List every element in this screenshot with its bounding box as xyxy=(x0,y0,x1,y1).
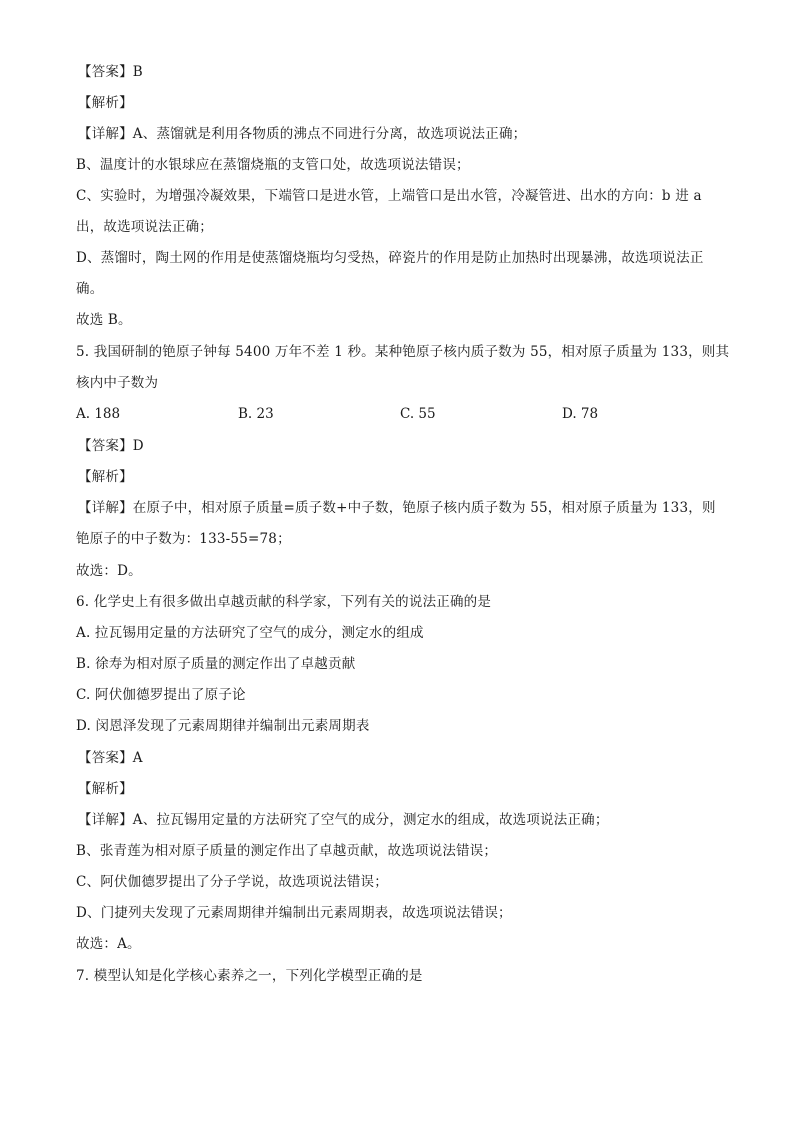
q4-detail-d-line2: 确。 xyxy=(76,281,104,297)
q4-detail-c-line1: C、实验时，为增强冷凝效果，下端管口是进水管，上端管口是出水管，冷凝管进、出水的方向：b 进 a xyxy=(76,188,702,204)
q5-option-a: A. 188 xyxy=(76,406,121,422)
q7-stem: 7. 模型认知是化学核心素养之一，下列化学模型正确的是 xyxy=(76,968,423,984)
q5-conclusion: 故选：D。 xyxy=(76,563,142,579)
q5-option-b: B. 23 xyxy=(238,406,274,422)
q5-detail-line1: 【详解】在原子中，相对原子质量=质子数+中子数，铯原子核内质子数为 55，相对原子质量为 133，则 xyxy=(78,500,716,516)
q6-analysis-heading: 【解析】 xyxy=(78,781,133,797)
q4-detail-c-line2: 出，故选项说法正确； xyxy=(76,219,213,235)
q5-stem-line2: 核内中子数为 xyxy=(76,375,159,391)
q5-options xyxy=(76,404,726,424)
q5-analysis-heading: 【解析】 xyxy=(78,469,133,485)
q6-stem: 6. 化学史上有很多做出卓越贡献的科学家，下列有关的说法正确的是 xyxy=(76,594,492,610)
q5-stem-line1: 5. 我国研制的铯原子钟每 5400 万年不差 1 秒。某种铯原子核内质子数为 55，相对原子质量为 133，则其 xyxy=(76,344,730,360)
q4-detail-b: B、温度计的水银球应在蒸馏烧瓶的支管口处，故选项说法错误； xyxy=(76,157,470,173)
q6-option-b: B. 徐寿为相对原子质量的测定作出了卓越贡献 xyxy=(76,656,356,672)
q4-conclusion: 故选 B。 xyxy=(76,312,132,328)
q6-detail-d: D、门捷列夫发现了元素周期律并编制出元素周期表，故选项说法错误； xyxy=(76,905,512,921)
q6-detail-b: B、张青莲为相对原子质量的测定作出了卓越贡献，故选项说法错误； xyxy=(76,843,498,859)
q5-answer: 【答案】D xyxy=(78,438,144,454)
q5-option-d: D. 78 xyxy=(562,406,599,422)
q6-option-d: D. 闵恩泽发现了元素周期律并编制出元素周期表 xyxy=(76,718,370,734)
q6-option-c: C. 阿伏伽德罗提出了原子论 xyxy=(76,687,246,703)
q6-option-a: A. 拉瓦锡用定量的方法研究了空气的成分，测定水的组成 xyxy=(76,625,424,641)
q6-detail-a: 【详解】A、拉瓦锡用定量的方法研究了空气的成分，测定水的组成，故选项说法正确； xyxy=(78,812,609,828)
q6-detail-c: C、阿伏伽德罗提出了分子学说，故选项说法错误； xyxy=(76,874,388,890)
q5-detail-line2: 铯原子的中子数为：133-55=78； xyxy=(76,531,291,547)
q5-option-c: C. 55 xyxy=(400,406,436,422)
q6-answer: 【答案】A xyxy=(78,750,143,766)
q4-detail-a: 【详解】A、蒸馏就是利用各物质的沸点不同进行分离，故选项说法正确； xyxy=(78,126,527,142)
q4-answer: 【答案】B xyxy=(78,64,143,80)
q4-analysis-heading: 【解析】 xyxy=(78,95,133,111)
q6-conclusion: 故选：A。 xyxy=(76,936,141,952)
q4-detail-d-line1: D、蒸馏时，陶土网的作用是使蒸馏烧瓶均匀受热，碎瓷片的作用是防止加热时出现暴沸，故选项说法正 xyxy=(76,250,704,266)
